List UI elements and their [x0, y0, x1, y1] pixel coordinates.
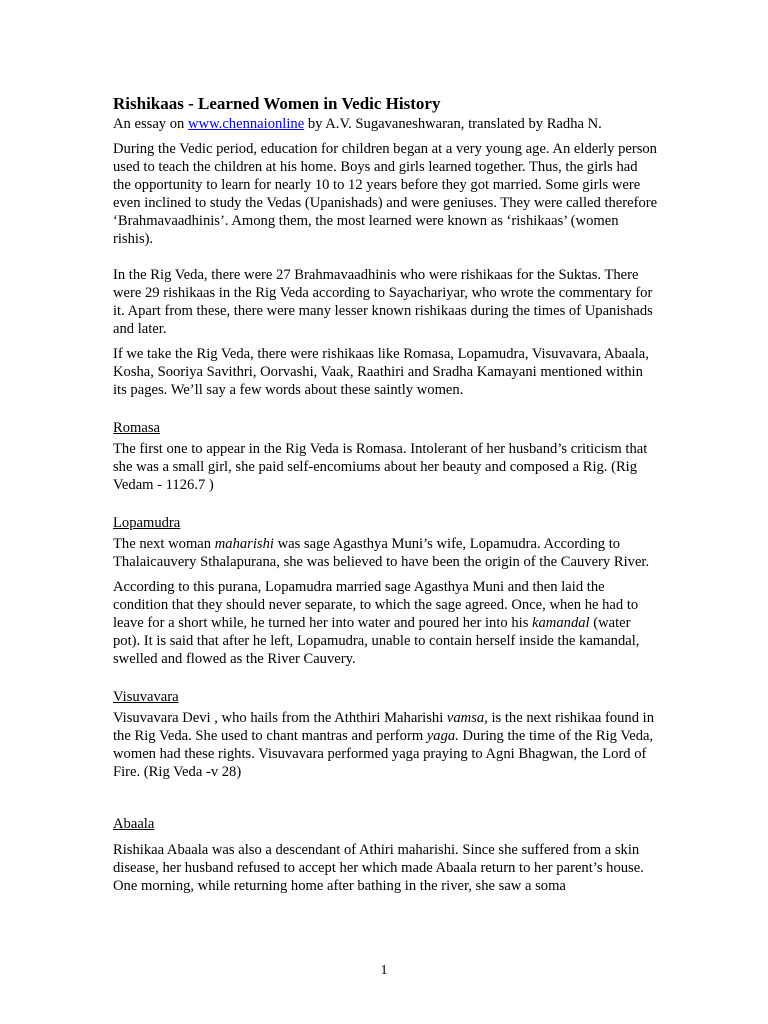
abaala-paragraph: Rishikaa Abaala was also a descendant of Athiri maharishi. Since she suffered from a skin disease, her husband refused to accept her which made Abaala return to her parent’s house. One morning, while returning home after bathing in the river, she saw a soma: [113, 842, 644, 894]
document-title: Rishikaas - Learned Women in Vedic History: [113, 94, 441, 113]
section-heading-romasa: Romasa: [113, 420, 161, 436]
lopamudra-paragraph-2: According to this purana, Lopamudra married sage Agasthya Muni and then laid the condition that they should never separate, to which the sage agreed. Once, when he had to leave for a short while, he turned her into water and poured her into his kamandal (water pot). It is said that after he left, Lopamudra, unable to contain herself inside the kamandal, swelled and flowed as the River Cauvery.: [113, 579, 640, 667]
section-heading-lopamudra: Lopamudra: [113, 515, 181, 531]
byline-suffix: by A.V. Sugavaneshwaran, translated by Radha N.: [304, 116, 602, 132]
chennaionline-link[interactable]: www.chennaionline: [188, 116, 305, 132]
visuvavara-paragraph: Visuvavara Devi , who hails from the Aththiri Maharishi vamsa, is the next rishikaa found in the Rig Veda. She used to chant mantras and perform yaga. During the time of the Rig Veda, women had these rights. Visuvavara performed yaga praying to Agni Bhagwan, the Lord of Fire. (Rig Veda -v 28): [113, 710, 655, 780]
section-heading-abaala: Abaala: [113, 816, 155, 832]
intro-paragraph-2: In the Rig Veda, there were 27 Brahmavaadhinis who were rishikaas for the Suktas. There were 29 rishikaas in the Rig Veda according to Sayachariyar, who wrote the commentary for it. Apart from these, there were many lesser known rishikaas during the times of Upanishads and later.: [113, 267, 653, 337]
section-heading-visuvavara: Visuvavara: [113, 689, 179, 705]
intro-paragraph-3: If we take the Rig Veda, there were rishikaas like Romasa, Lopamudra, Visuvavara, Abaala, Kosha, Sooriya Savithri, Oorvashi, Vaak, Raathiri and Sradha Kamayani mentioned within its pages. We’ll say a few words about these saintly women.: [113, 346, 649, 398]
lopamudra-paragraph-1: The next woman maharishi was sage Agasthya Muni’s wife, Lopamudra. According to Thalaicauvery Sthalapurana, she was believed to have been the origin of the Cauvery River.: [113, 536, 650, 570]
byline: [113, 115, 658, 133]
document-page: [113, 93, 658, 895]
byline-prefix: An essay on: [113, 116, 188, 132]
intro-paragraph-1: During the Vedic period, education for children began at a very young age. An elderly person used to teach the children at his home. Boys and girls learned together. Thus, the girls had the opportunity to learn for nearly 10 to 12 years before they got married. Some girls were even inclined to study the Vedas (Upanishads) and were geniuses. They were called therefore ‘Brahmavaadhinis’. Among them, the most learned were known as ‘rishikaas’ (women rishis).: [113, 141, 658, 247]
page-number: 1: [380, 963, 388, 978]
romasa-paragraph: The first one to appear in the Rig Veda is Romasa. Intolerant of her husband’s criticism that she was a small girl, she paid self-encomiums about her beauty and composed a Rig. (Rig Vedam - 1126.7 ): [113, 441, 648, 493]
